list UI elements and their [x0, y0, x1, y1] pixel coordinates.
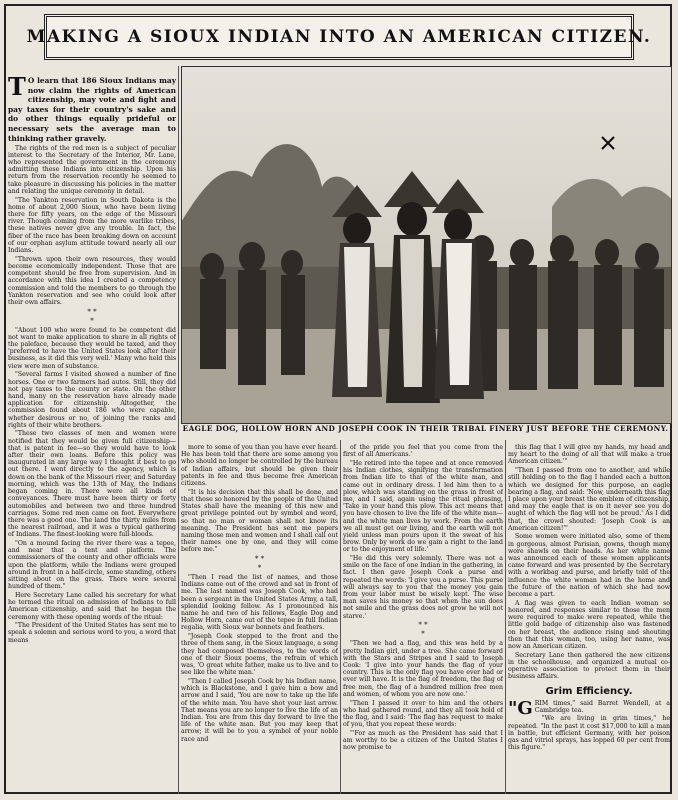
column-3 [343, 444, 503, 796]
paragraph: "Then I read the list of names, and those Indians came out of the crowd and sat in front of me. The last named was Joseph Cook, who had been a sergeant in the United States Army, a tall, splendid looking fellow. As I pronounced his name he and two of his fellows, Eagle Dog and Hollow Horn, came out of the tepee in full Indian regalia, with Sioux war bonnets and feathers. [181, 574, 338, 632]
lead-paragraph [8, 76, 176, 143]
column-rule [340, 440, 341, 794]
paragraph: "The President of the United States has sent me to speak a solemn and serious word to you, a word that means [8, 622, 176, 644]
section-stars: * * * [254, 555, 265, 573]
drop-cap: "G [508, 697, 533, 719]
paragraph: The rights of the red men is a subject of peculiar interest to the Secretary of the Interior, Mr. Lane, who represented the government in the ceremony admitting these Indians into citizenship. Upon his return from the reservation recently he seemed to take pleasure in discussing his policies in the matter and relating the unique ceremony in detail. [8, 144, 176, 195]
paragraph: Secretary Lane then gathered the new citizens in the schoolhouse, and organized a mutual co-operative association to protect them in their business affairs. [508, 651, 670, 681]
paragraph: "He did this very solemnly. There was not a smile on the face of one Indian in the gathering, in fact. I then gave Joseph Cook a purse and repeated the words: 'I give you a purse. This purse will always say to you that the money you gain from your labor must be wisely kept. The wise man saves his money so that when the sun does not smile and the grass does not grow he will not starve.' [343, 555, 503, 620]
paragraph: "Then we had a flag, and this was held by a pretty Indian girl, under a tree. She came forward with the Stars and Stripes and I said to Joseph Cook: 'I give into your hands the flag of your country. This is the only flag you have ever had or ever will have. It is the flag of freedom, the flag of free men, the flag of a hundred million free men and women, of whom you are now one.' [343, 640, 503, 698]
paragraph: "Several farms I visited showed a number of fine horses. One or two farmers had autos. Still, they did not pay taxes to the county or state. On the other hand, many on the reservation have already made application for citizenship. Altogether, the commission found about 186 who were capable, whether desirous or no, of joining the ranks and rights of their white brothers. [8, 371, 176, 429]
section-stars: * * * [87, 307, 97, 325]
paragraph: "Thrown upon their own resources, they would become economically independent. Those that are competent should be free from supervision. And in accordance with this idea I created a competency commission and told the members to go through the Yankton reservation and see who could look after their own affairs. [8, 255, 176, 306]
paragraph: of the pride you feel that you come from the first of all Americans.' [343, 444, 503, 459]
drop-cap: T [8, 76, 26, 101]
headline-box [26, 14, 652, 60]
paragraph: "'For as much as the President has said that I am worthy to be a citizen of the United States I now promise to [343, 729, 503, 752]
paragraph: "About 100 who were found to be competent did not want to make application to share in all rights of the paleface, because they would be taxed, and they 'preferred to have the United States look after their business, as it did this very well.' Many who held this view were men of substance. [8, 326, 176, 370]
subheading: Grim Efficiency. [545, 685, 633, 697]
paragraph: "On a mound facing the river there was a tepee, and near that a tent and platform. The commissioners of the county and other officials were upon the platform, while the Indians were grouped around in front in a half-circle, some standing, others sitting about on the grass. There were several hundred of them." [8, 540, 176, 591]
paragraph: this flag that I will give my hands, my head and my heart to the doing of all that will make a true American citizen.'" [508, 444, 670, 466]
column-rule [505, 440, 506, 794]
column-1 [8, 76, 176, 796]
column-2 [181, 444, 338, 796]
paragraph: "We are living in grim times," he repeated. "In the past it cost $17,000 to kill a man in battle, but efficient Germany, with her poison gas and vitriol sprays, has lopped 60 per cent from this figure." [508, 715, 670, 752]
column-rule [178, 66, 179, 794]
paragraph: "These two classes of men and women were notified that they would be given full citizenship—that is patent in fee—so they would have to look after their own loans. Before this policy was inaugurated in any large way I thought it best to go out there. I went directly to the agency, which is down on the bank of the Missouri river, and Saturday morning, which was the 13th of May, the Indians began coming in. There were all kinds of conveyances. There must have been thirty or forty automobiles and between two and three hundred carriages. Some red men came on foot. Everywhere there was a good one. The land the thirty miles from the nearest railroad, and it was a typical gathering of Indians. The finest-looking were full-bloods. [8, 430, 176, 539]
lead-text: O learn that 186 Sioux Indians may now claim the rights of American citizenship, may vote and fight and pay taxes for their country's sake and do other things equally prideful or necessary sets the average man to thinking rather gravely. [8, 76, 176, 143]
paragraph: Here Secretary Lane called his secretary for what he termed the ritual on admission of Indians to full American citizenship, and said that he began the ceremony with these opening words of the ritual: [8, 591, 176, 621]
paragraph-text: RIM times," said Barret Wendell, at a Cambridge tea. [534, 699, 670, 714]
paragraph: "Then I called Joseph Cook by his Indian name, which is Blackstone, and I gave him a bow and arrow and I said, 'You are now to take up the life of the white man. You have shot your last arrow. That means you are no longer to live the life of an Indian. You are from this day forward to live the life of the white man. But you may keep that arrow; it will be to you a symbol of your noble race and [181, 677, 338, 743]
column-4 [508, 444, 670, 796]
paragraph: Some women were initiated also, some of them in gorgeous, almost Parisian, gowns, though many wore shawls on their heads. As her white name was announced each of these women applicants came forward and was presented by the Secretary with a workbag and purse, and briefly told of the influence the white woman had in the home and the future of the nation of which she had now become a part. [508, 533, 670, 599]
lead-paragraph [508, 697, 670, 719]
paragraph: "Then I passed from one to another, and while still holding on to the flag I handed each a button which we designed for this purpose, an eagle bearing a flag, and said: 'Now, underneath this flag I place upon your breast the emblem of citizenship, and may the eagle that is on it never see you do aught of which the flag will not be proud.' As I did that, the crowd shouted: 'Joseph Cook is an American citizen!'" [508, 467, 670, 532]
paragraph: "It is his decision that this shall be done, and that those so honored by the people of the United States shall have the meaning of this new and great privilege pointed out by symbol and word, so that no man or woman shall not know its meaning. The President has sent me papers naming those men and women and I shall call out their names one by one, and they will come before me." [181, 488, 338, 554]
ceremony-photograph [181, 66, 672, 424]
paragraph: A flag was given to each Indian woman so honored, and responses similar to those the men were required to make were repeated, while the little gold badge of citizenship also was fastened on her breast, the audience rising and shouting then that this woman, too, using her name, was now an American citizen. [508, 599, 670, 650]
photo-caption: EAGLE DOG, HOLLOW HORN AND JOSEPH COOK IN THEIR TRIBAL FINERY JUST BEFORE THE CEREMONY. [182, 424, 669, 433]
section-stars: * * * [418, 621, 428, 639]
paragraph: "He retired into the tepee and at once removed his Indian clothes, signifying the transformation from Indian life to that of the white man, and came out in ordinary dress. I led him then to a plow, which was standing on the grass in front of me, and I said, again using the ritual phrasing, 'Take in your hand this plow. This act means that you have chosen to live the life of the white man—and the white man lives by work. From the earth we all must get our living, and the earth will not yield unless man pours upon it the sweat of his brow. Only by work do we gain a right to the land or to the enjoyment of life.' [343, 459, 503, 554]
paragraph: "Then I passed it over to him and the others who had gathered round, and they all took hold of the flag, and I said: 'The flag has request to make of you, that you repeat these words: [343, 699, 503, 729]
paragraph: "Joseph Cook stepped to the front and the three of them sang, in the Sioux language, a song they had composed themselves, to the words of one of their Sioux poems, the refrain of which was, 'O great white father, make us to live and to see like the white man.' [181, 633, 338, 677]
paragraph: "The Yankton reservation in South Dakota is the home of about 2,000 Sioux, who have been living there for fifty years, on the edge of the Missouri river. Though coming from the more warlike tribes, these natives never give any trouble. In fact, the fiber of the race has been breaking down on account of our orphan asylum attitude toward nearly all our Indians. [8, 196, 176, 254]
headline: MAKING A SIOUX INDIAN INTO AN AMERICAN CITIZEN. [26, 27, 652, 47]
photograph-icon [182, 67, 671, 423]
paragraph: more to some of you than you have ever heard. He has been told that there are some among you who should no longer be controlled by the bureau of Indian affairs, but should be given their patents in fee and thus become free American citizens. [181, 444, 338, 488]
